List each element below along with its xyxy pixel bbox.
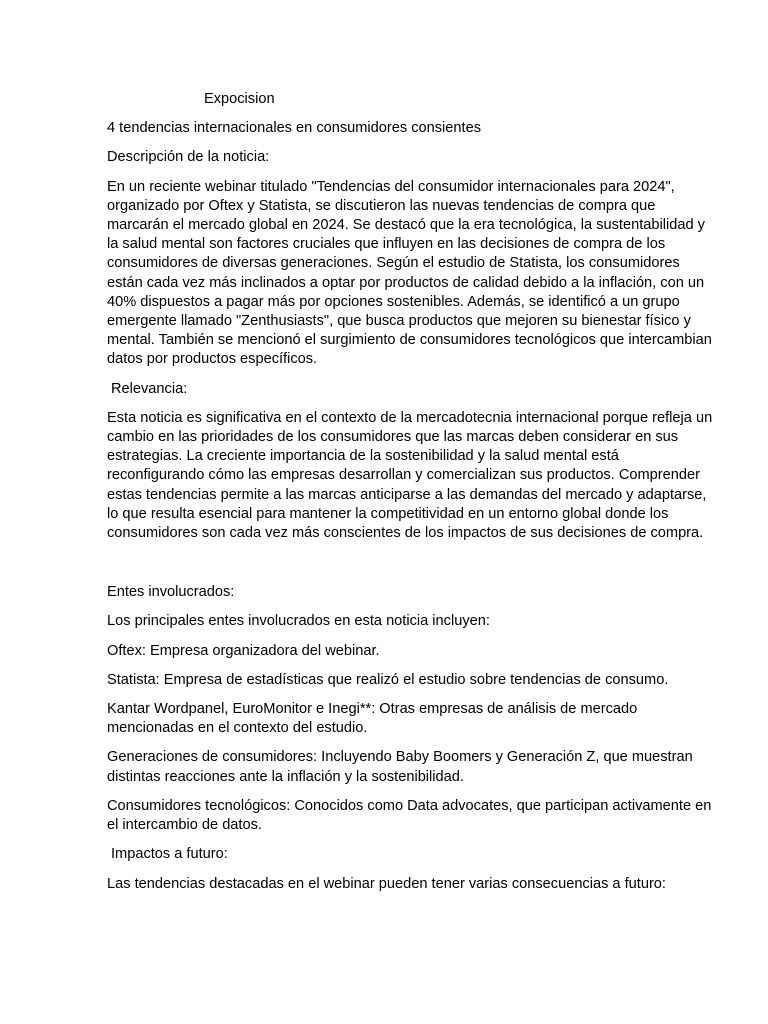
entities-heading: Entes involucrados: — [107, 584, 235, 601]
description-heading: Descripción de la noticia: — [107, 149, 270, 166]
entity-item: Statista: Empresa de estadísticas que realizó el estudio sobre tendencias de consumo. — [107, 671, 669, 688]
description-paragraph: En un reciente webinar titulado "Tendencias del consumidor internacionales para 2024", organizado por Oftex y Statista, se discutieron las nuevas tendencias de compra que marcarán el mercado global en 2024. Se destacó que la era tecnológica, la sustentabilidad y la salud mental son factores cruciales que influyen en las decisiones de compra de los consumidores de diversas generaciones. Según el estudio de Statista, los consumidores están cada vez más inclinados a optar por productos de calidad debido a la inflación, con un 40% dispuestos a pagar más por opciones sostenibles. Además, se identificó a un grupo emergente llamado "Zenthusiasts", que busca productos que mejoren su bienestar físico y mental. También se mencionó el surgimiento de consumidores tecnológicos que intercambian datos por productos específicos. — [107, 178, 712, 368]
entity-item: Consumidores tecnológicos: Conocidos como Data advocates, que participan activamente en el intercambio de datos. — [107, 797, 712, 834]
entity-item: Kantar Wordpanel, EuroMonitor e Inegi**: Otras empresas de análisis de mercado mencionadas en el contexto del estudio. — [107, 701, 638, 737]
relevance-paragraph: Esta noticia es significativa en el contexto de la mercadotecnia internacional porque refleja un cambio en las prioridades de los consumidores que las marcas deben considerar en sus estrategias. La creciente importancia de la sostenibilidad y la salud mental está reconfigurando cómo las empresas desarrollan y comercializan sus productos. Comprender estas tendencias permite a las marcas anticiparse a las demandas del mercado y adaptarse, lo que resulta esencial para mantener la competitividad en un entorno global donde los consumidores son cada vez más conscientes de los impactos de sus decisiones de compra. — [107, 409, 713, 542]
entity-item: Oftex: Empresa organizadora del webinar. — [107, 642, 380, 659]
impacts-intro: Las tendencias destacadas en el webinar pueden tener varias consecuencias a futuro: — [107, 875, 666, 892]
document-subtitle: 4 tendencias internacionales en consumidores consientes — [107, 120, 481, 137]
entity-item: Generaciones de consumidores: Incluyendo Baby Boomers y Generación Z, que muestran distintas reacciones ante la inflación y la sostenibilidad. — [107, 749, 693, 785]
entities-intro: Los principales entes involucrados en esta noticia incluyen: — [107, 613, 490, 630]
document-title: Expocision — [204, 91, 275, 107]
blank-lines — [107, 553, 719, 583]
relevance-heading: Relevancia: — [111, 380, 188, 397]
impacts-heading: Impactos a futuro: — [111, 846, 228, 863]
document-body — [107, 90, 719, 904]
